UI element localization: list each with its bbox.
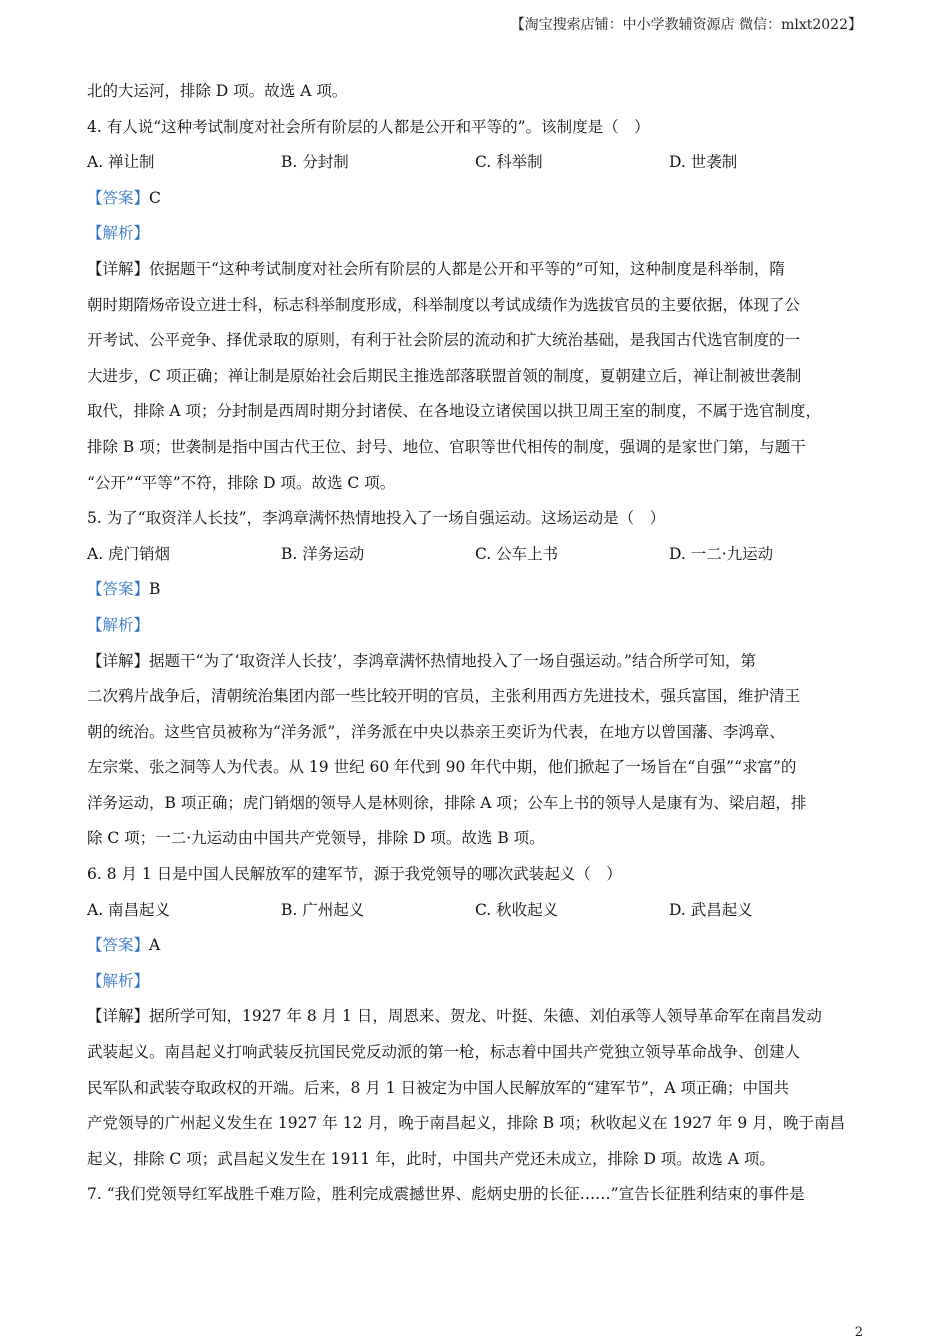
option-b: B. 广州起义 [281,900,365,919]
detail-line: 产党领导的广州起义发生在 1927 年 12 月，晚于南昌起义，排除 B 项；秋收起义在 1927 年 9 月，晚于南昌 [87,1114,846,1133]
analysis-tag: 【解析】 [87,224,150,243]
detail-line [87,644,877,680]
analysis-line [87,608,877,644]
option-d: D. 一二·九运动 [669,544,774,563]
option-a: A. 南昌起义 [87,900,171,919]
answer-value: A [149,936,161,955]
answer-value: C [149,188,161,207]
detail-line: 除 C 项；一二·九运动由中国共产党领导，排除 D 项。故选 B 项。 [87,829,545,848]
options-row [87,893,877,929]
options-row [87,537,877,573]
question-5 [87,501,877,857]
detail-line: 朝的统治。这些官员被称为“洋务派”，洋务派在中央以恭亲王奕䜣为代表，在地方以曾国藩、李鸿章、 [87,722,785,741]
option-c: C. 科举制 [475,153,543,172]
answer-line [87,572,877,608]
detail-tag: 【详解】 [87,1007,150,1026]
detail-line [87,999,877,1035]
analysis-line [87,964,877,1000]
detail-line: 起义，排除 C 项；武昌起义发生在 1911 年，此时，中国共产党还未成立，排除 D 项。故选 A 项。 [87,1149,775,1168]
previous-question-tail: 北的大运河，排除 D 项。故选 A 项。 [87,82,348,100]
detail-line: 左宗棠、张之洞等人为代表。从 19 世纪 60 年代到 90 年代中期，他们掀起了一场旨在“自强”“求富”的 [87,758,797,777]
answer-tag: 【答案】 [87,936,150,955]
question-stem: 4. 有人说“这种考试制度对社会所有阶层的人都是公开和平等的”。该制度是（ ） [87,117,650,136]
question-4 [87,110,877,502]
detail-text: 据题干“为了‘取资洋人长技’，李鸿章满怀热情地投入了一场自强运动。”结合所学可知，第 [149,651,756,670]
analysis-tag: 【解析】 [87,971,150,990]
answer-line [87,928,877,964]
option-b: B. 分封制 [281,153,349,172]
option-c: C. 公车上书 [475,544,559,563]
option-a: A. 禅让制 [87,153,155,172]
question-stem: 5. 为了“取资洋人长技”，李鸿章满怀热情地投入了一场自强运动。这场运动是（ ） [87,509,666,528]
detail-text: 依据题干“这种考试制度对社会所有阶层的人都是公开和平等的”可知，这种制度是科举制，隋 [149,259,785,278]
answer-tag: 【答案】 [87,188,150,207]
detail-line: 武装起义。南昌起义打响武装反抗国民党反动派的第一枪，标志着中国共产党独立领导革命战争、创建人 [87,1043,801,1062]
detail-line: 洋务运动，B 项正确；虎门销烟的领导人是林则徐，排除 A 项；公车上书的领导人是康有为、梁启超，排 [87,793,807,812]
detail-line: 取代，排除 A 项；分封制是西周时期分封诸侯、在各地设立诸侯国以拱卫周王室的制度，不属于选官制度， [87,402,822,421]
detail-line: 朝时期隋炀帝设立进士科，标志科举制度形成，科举制度以考试成绩作为选拔官员的主要依据，体现了公 [87,295,801,314]
option-d: D. 世袭制 [669,153,738,172]
option-b: B. 洋务运动 [281,544,365,563]
page-number: 2 [854,1325,863,1340]
detail-text: 据所学可知，1927 年 8 月 1 日，周恩来、贺龙、叶挺、朱德、刘伯承等人领导革命军在南昌发动 [149,1007,822,1026]
next-question-stem: 7. “我们党领导红军战胜千难万险，胜利完成震撼世界、彪炳史册的长征……”宣告长征胜利结束的事件是 [87,1185,805,1204]
answer-tag: 【答案】 [87,580,150,599]
detail-line: 开考试、公平竞争、择优录取的原则，有利于社会阶层的流动和扩大统治基础，是我国古代选官制度的一 [87,331,801,350]
analysis-line [87,216,877,252]
page-header: 【淘宝搜索店铺：中小学教辅资源店 微信：mlxt2022】 [510,17,862,33]
answer-value: B [149,580,161,599]
detail-line: 排除 B 项；世袭制是指中国古代王位、封号、地位、官职等世代相传的制度，强调的是家世门第，与题干 [87,437,806,456]
options-row [87,145,877,181]
question-6 [87,857,877,1177]
detail-tag: 【详解】 [87,651,150,670]
option-a: A. 虎门销烟 [87,544,171,563]
option-c: C. 秋收起义 [475,900,559,919]
option-d: D. 武昌起义 [669,900,753,919]
question-stem: 6. 8 月 1 日是中国人民解放军的建军节，源于我党领导的哪次武装起义（ ） [87,865,622,884]
document-body [87,74,877,1213]
detail-line: “公开”“平等”不符，排除 D 项。故选 C 项。 [87,473,396,492]
detail-line: 大进步，C 项正确；禅让制是原始社会后期民主推选部落联盟首领的制度，夏朝建立后，禅让制被世袭制 [87,366,802,385]
answer-line [87,181,877,217]
detail-tag: 【详解】 [87,259,150,278]
detail-line [87,252,877,288]
detail-line: 民军队和武装夺取政权的开端。后来，8 月 1 日被定为中国人民解放军的“建军节”，A 项正确；中国共 [87,1078,789,1097]
analysis-tag: 【解析】 [87,615,150,634]
detail-line: 二次鸦片战争后，清朝统治集团内部一些比较开明的官员，主张利用西方先进技术，强兵富国，维护清王 [87,687,801,706]
